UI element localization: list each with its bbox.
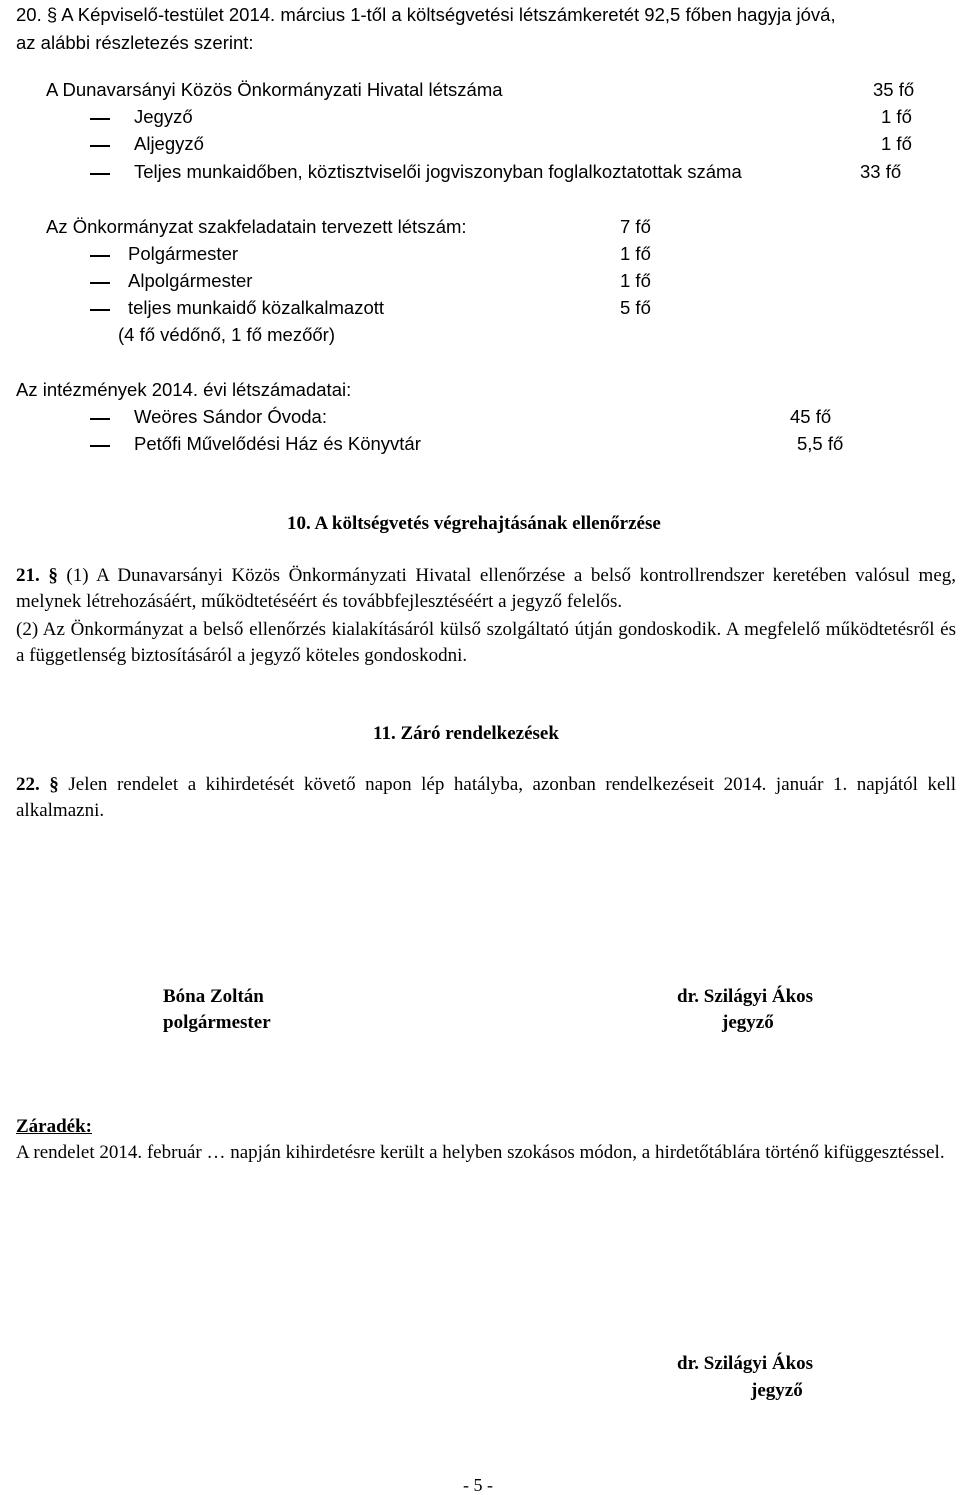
office-item-value: 1 fő — [881, 133, 912, 154]
office-item-value: 33 fő — [860, 161, 902, 182]
institution-item-value: 5,5 fő — [797, 433, 844, 454]
list-dash — [90, 309, 110, 311]
tasks-headcount-label: Az Önkormányzat szakfeladatain tervezett létszám: — [46, 216, 467, 237]
clause-signature-title: jegyző — [751, 1380, 803, 1401]
list-dash — [90, 145, 110, 147]
clause-text: A rendelet 2014. február … napján kihirdetésre került a helyben szokásos módon, a hirdetőtáblára történő kifüggesztéssel. — [16, 1142, 945, 1163]
office-headcount-label: A Dunavarsányi Közös Önkormányzati Hivatal létszáma — [46, 79, 503, 100]
article-21-number: 21. § — [16, 565, 58, 586]
signature-mayor-title: polgármester — [163, 1012, 271, 1033]
section-11-title: 11. Záró rendelkezések — [373, 723, 559, 744]
article-22-paragraph — [16, 772, 956, 824]
section-10-title: 10. A költségvetés végrehajtásának ellenőrzése — [287, 513, 661, 534]
page-number: - 5 - — [463, 1475, 493, 1495]
signature-notary-name: dr. Szilágyi Ákos — [677, 986, 814, 1007]
article-22-number: 22. § — [16, 774, 59, 795]
tasks-item-value: 1 fő — [620, 270, 651, 291]
tasks-note: (4 fő védőnő, 1 fő mezőőr) — [118, 324, 335, 345]
institution-item-value: 45 fő — [790, 406, 832, 427]
signature-mayor-name: Bóna Zoltán — [163, 986, 264, 1007]
art20-intro-line2: az alábbi részletezés szerint: — [16, 32, 254, 53]
tasks-item-label: teljes munkaidő közalkalmazott — [128, 297, 385, 318]
tasks-item-value: 1 fő — [620, 243, 651, 264]
article-21-paragraph-2: (2) Az Önkormányzat a belső ellenőrzés kialakításáról külső szolgáltató útján gondoskodik. A megfelelő működtetésről és a függetlenség biztosításáról a jegyző köteles gondoskodni. — [16, 619, 956, 666]
article-22-text: Jelen rendelet a kihirdetését követő napon lép hatályba, azonban rendelkezéseit 2014. január 1. napjától kell alkalmazni. — [16, 774, 956, 821]
list-dash — [90, 418, 110, 420]
office-item-label: Teljes munkaidőben, köztisztviselői jogviszonyban foglalkoztatottak száma — [134, 161, 742, 182]
signature-notary-title: jegyző — [722, 1012, 774, 1033]
tasks-headcount-value: 7 fő — [620, 216, 651, 237]
institution-item-label: Petőfi Művelődési Ház és Könyvtár — [134, 433, 421, 454]
list-dash — [90, 282, 110, 284]
tasks-item-value: 5 fő — [620, 297, 651, 318]
list-dash — [90, 255, 110, 257]
tasks-item-label: Polgármester — [128, 243, 239, 264]
clause-signature-name: dr. Szilágyi Ákos — [677, 1353, 814, 1374]
office-item-label: Jegyző — [134, 106, 193, 127]
office-item-label: Aljegyző — [134, 133, 204, 154]
list-dash — [90, 118, 110, 120]
institutions-label: Az intézmények 2014. évi létszámadatai: — [16, 379, 352, 400]
clause-heading: Záradék: — [16, 1116, 92, 1137]
office-headcount-value: 35 fő — [873, 79, 915, 100]
institution-item-label: Weöres Sándor Óvoda: — [134, 406, 327, 427]
office-item-value: 1 fő — [881, 106, 912, 127]
list-dash — [90, 445, 110, 447]
tasks-item-label: Alpolgármester — [128, 270, 253, 291]
article-21-text: (1) A Dunavarsányi Közös Önkormányzati Hivatal ellenőrzése a belső kontrollrendszer keretében valósul meg, melynek létrehozásáért, működtetéséért és továbbfejlesztéséért a jegyző felelős. — [16, 565, 957, 612]
article-21-paragraph-1 — [16, 563, 956, 615]
art20-intro-line1: 20. § A Képviselő-testület 2014. március 1-től a költségvetési létszámkeretét 92,5 főben hagyja jóvá, — [16, 4, 836, 25]
list-dash — [90, 173, 110, 175]
